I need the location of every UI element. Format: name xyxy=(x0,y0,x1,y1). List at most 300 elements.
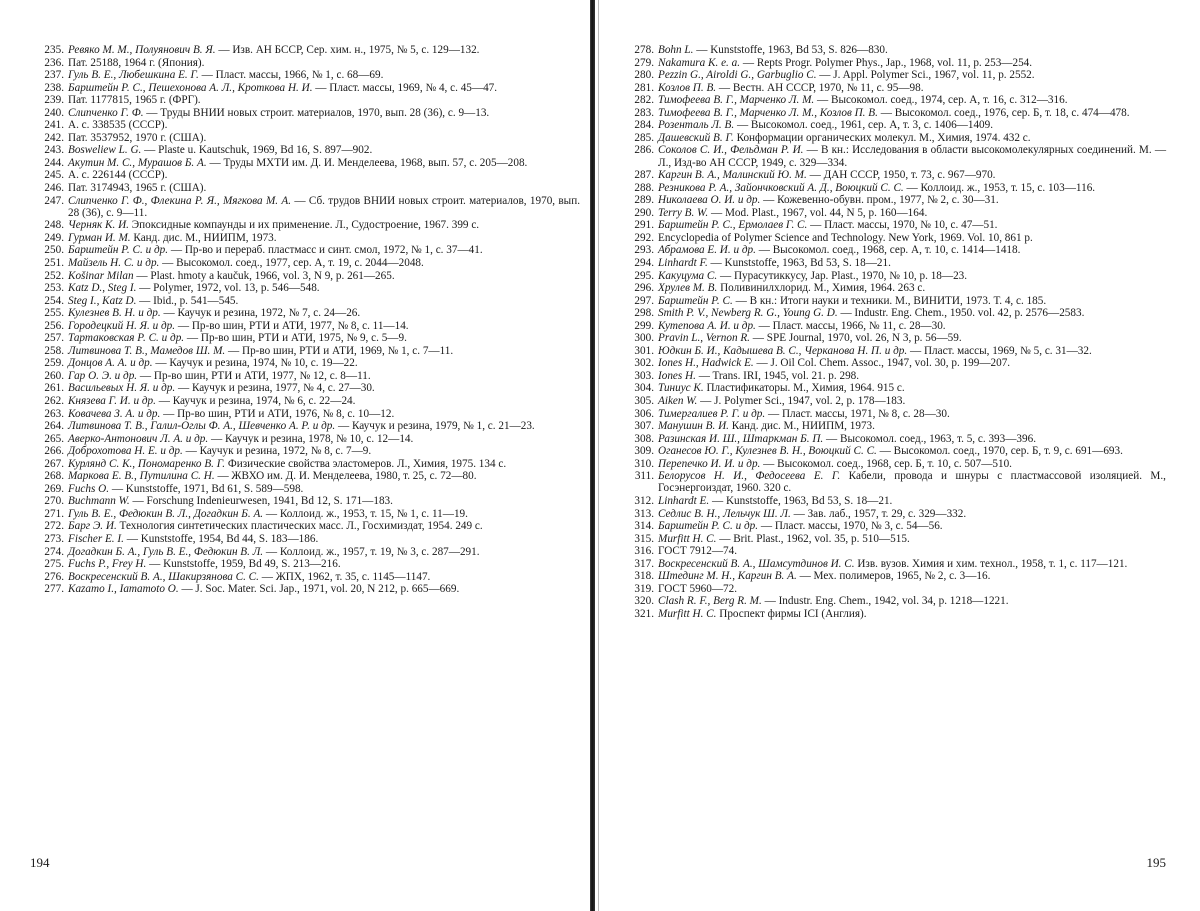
reference-body xyxy=(68,195,580,219)
page-number-left: 194 xyxy=(30,855,50,870)
reference-citation: — Труды ВНИИ новых строит. материалов, 1970, вып. 28 (36), с. 9—13. xyxy=(143,106,490,119)
reference-number: 259. xyxy=(44,357,64,370)
reference-item xyxy=(30,458,580,470)
reference-authors: Барштейн Р. С., Ермолаев Г. С. xyxy=(658,219,808,232)
reference-item xyxy=(620,144,1166,168)
reference-body xyxy=(658,558,1166,570)
reference-citation: — Trans. IRI, 1945, vol. 21. p. 298. xyxy=(695,369,860,382)
reference-authors: Terry B. W. xyxy=(658,206,709,219)
reference-item xyxy=(620,545,1166,557)
reference-item xyxy=(620,445,1166,457)
reference-citation: — ДАН СССР, 1950, т. 73, с. 967—970. xyxy=(806,169,996,182)
reference-number: 304. xyxy=(634,382,654,395)
reference-citation: — Plast. hmoty a kaučuk, 1966, vol. 3, N 9, p. 261—265. xyxy=(133,269,395,282)
reference-citation: Эпоксидные компаунды и их применение. Л., Судостроение, 1967. 399 с. xyxy=(128,219,480,232)
reference-body xyxy=(68,44,580,56)
reference-number: 267. xyxy=(44,457,64,470)
reference-citation: — J. Appl. Polymer Sci., 1967, vol. 11, p. 2552. xyxy=(816,69,1035,82)
reference-authors: Тартаковская Р. С. и др. xyxy=(68,332,185,345)
reference-authors: Тиниус К. xyxy=(658,382,704,395)
reference-citation: — Каучук и резина, 1979, № 1, с. 21—23. xyxy=(335,420,535,433)
right-page xyxy=(606,0,1200,911)
reference-body xyxy=(68,458,580,470)
reference-authors: Седлис В. Н., Лельчук Ш. Л. xyxy=(658,507,791,520)
reference-number: 293. xyxy=(634,244,654,257)
reference-body xyxy=(658,219,1166,231)
gutter-edge xyxy=(598,0,599,911)
reference-body xyxy=(658,570,1166,582)
reference-number: 263. xyxy=(44,407,64,420)
reference-item xyxy=(30,470,580,482)
reference-authors: Розенталь Л. В. xyxy=(658,119,735,132)
reference-item xyxy=(620,395,1166,407)
reference-number: 318. xyxy=(634,570,654,583)
reference-number: 249. xyxy=(44,231,64,244)
reference-body xyxy=(658,94,1166,106)
reference-body xyxy=(658,458,1166,470)
reference-citation: — Коллоид. ж., 1953, т. 15, с. 103—116. xyxy=(903,181,1096,194)
reference-body xyxy=(658,595,1166,607)
reference-authors: Murfitt H. C. xyxy=(658,607,717,620)
reference-item xyxy=(620,94,1166,106)
reference-body xyxy=(658,69,1166,81)
reference-number: 312. xyxy=(634,495,654,507)
reference-citation: — Каучук и резина, 1974, № 10, с. 19—22. xyxy=(152,357,358,370)
reference-item xyxy=(620,408,1166,420)
reference-item xyxy=(620,345,1166,357)
reference-authors: Fuchs P., Frey H. xyxy=(68,558,147,571)
reference-body xyxy=(658,508,1166,520)
reference-body xyxy=(658,182,1166,194)
reference-authors: Гуль В. Е., Любешкина Е. Г. xyxy=(68,69,199,82)
reference-number: 275. xyxy=(44,558,64,571)
reference-body xyxy=(658,132,1166,144)
reference-number: 256. xyxy=(44,319,64,332)
reference-authors: Резникова Р. А., Зайончковский А. Д., Воюцкий С. С. xyxy=(658,181,904,194)
reference-body xyxy=(658,470,1166,494)
reference-number: 272. xyxy=(44,520,64,533)
reference-authors: Николаева О. И. и др. xyxy=(658,194,761,207)
reference-authors: Pravin L., Vernon R. xyxy=(658,332,750,345)
reference-item xyxy=(620,119,1166,131)
reference-citation: Encyclopedia of Polymer Science and Technology. New York, 1969. Vol. 10, 861 p. xyxy=(658,231,1033,244)
reference-item xyxy=(30,382,580,394)
reference-citation: — Mod. Plast., 1967, vol. 44, N 5, p. 160—164. xyxy=(708,206,928,219)
reference-citation: — Труды МХТИ им. Д. И. Менделеева, 1968, вып. 57, с. 205—208. xyxy=(206,156,528,169)
reference-number: 236. xyxy=(44,56,64,69)
reference-citation: Технология синтетических пластических масс. Л., Госхимиздат, 1954. 249 с. xyxy=(116,520,483,533)
reference-item xyxy=(30,495,580,507)
reference-citation: — Пласт. массы, 1970, № 10, с. 47—51. xyxy=(807,219,998,232)
reference-authors: Кулезнев В. Н. и др. xyxy=(68,307,161,320)
reference-authors: Ревяко М. М., Полуянович В. Я. xyxy=(68,44,216,56)
reference-citation: — SPE Journal, 1970, vol. 26, N 3, p. 56—59. xyxy=(749,332,962,345)
reference-body xyxy=(658,44,1166,56)
reference-body xyxy=(68,132,580,144)
reference-authors: Кутепова А. И. и др. xyxy=(658,319,756,332)
reference-item xyxy=(620,219,1166,231)
reference-citation: Пат. 25188, 1964 г. (Япония). xyxy=(68,56,205,69)
reference-body xyxy=(658,82,1166,94)
reference-body xyxy=(68,57,580,69)
reference-item xyxy=(620,232,1166,244)
reference-number: 314. xyxy=(634,520,654,533)
reference-body xyxy=(658,332,1166,344)
reference-citation: — Пр-во шин, РТИ и АТИ, 1977, № 8, с. 11—14. xyxy=(175,319,409,332)
reference-authors: Гурман И. М. xyxy=(68,231,131,244)
reference-citation: А. с. 226144 (СССР). xyxy=(68,169,168,182)
reference-body xyxy=(658,433,1166,445)
reference-authors: Iones H., Hadwick E. xyxy=(658,357,754,370)
reference-number: 270. xyxy=(44,495,64,508)
reference-citation: Конформации органических молекул. М., Химия, 1974. 432 с. xyxy=(733,131,1031,144)
reference-authors: Литвинова Т. В., Галил-Оглы Ф. А., Шевченко А. Р. и др. xyxy=(68,420,336,433)
reference-item xyxy=(30,433,580,445)
reference-item xyxy=(30,332,580,344)
reference-number: 274. xyxy=(44,545,64,558)
reference-body xyxy=(68,257,580,269)
reference-body xyxy=(68,483,580,495)
reference-number: 310. xyxy=(634,457,654,470)
reference-citation: — Высокомол. соед., 1976, сер. Б, т. 18, с. 474—478. xyxy=(877,106,1130,119)
reference-number: 258. xyxy=(44,344,64,357)
reference-item xyxy=(620,495,1166,507)
reference-authors: Clash R. F., Berg R. M. xyxy=(658,595,762,608)
reference-body xyxy=(658,307,1166,319)
reference-citation: — Kunststoffe, 1963, Bd 53, S. 18—21. xyxy=(707,256,891,269)
reference-authors: Fuchs O. xyxy=(68,482,110,495)
reference-item xyxy=(620,420,1166,432)
reference-body xyxy=(658,395,1166,407)
reference-citation: — Kunststoffe, 1954, Bd 44, S. 183—186. xyxy=(123,532,319,545)
reference-body xyxy=(658,533,1166,545)
reference-authors: Оганесов Ю. Г., Кулезнев В. Н., Воюцкий С. С. xyxy=(658,445,877,458)
reference-citation: Пат. 1177815, 1965 г. (ФРГ). xyxy=(68,94,201,107)
reference-item xyxy=(620,295,1166,307)
reference-body xyxy=(68,395,580,407)
reference-citation: — Polymer, 1972, vol. 13, p. 546—548. xyxy=(136,282,320,295)
reference-body xyxy=(68,357,580,369)
reference-number: 287. xyxy=(634,169,654,182)
reference-item xyxy=(620,583,1166,595)
reference-number: 295. xyxy=(634,269,654,282)
reference-item xyxy=(620,107,1166,119)
reference-citation: — В кн.: Итоги науки и техники. М., ВИНИТИ, 1973. Т. 4, с. 185. xyxy=(732,294,1047,307)
reference-item xyxy=(620,169,1166,181)
reference-authors: Murfitt H. C. xyxy=(658,532,717,545)
reference-citation: — Пласт. массы, 1966, № 1, с. 68—69. xyxy=(198,69,384,82)
reference-citation: — Пр-во шин, РТИ и АТИ, 1976, № 8, с. 10—12. xyxy=(160,407,395,420)
reference-citation: — Высокомол. соед., 1977, сер. А, т. 19, с. 2044—2048. xyxy=(159,256,424,269)
reference-item xyxy=(620,520,1166,532)
reference-number: 243. xyxy=(44,144,64,157)
reference-item xyxy=(620,132,1166,144)
reference-citation: Физические свойства эластомеров. Л., Химия, 1975. 134 с. xyxy=(225,457,507,470)
reference-body xyxy=(658,119,1166,131)
reference-number: 261. xyxy=(44,382,64,395)
reference-citation: — Кожевенно-обувн. пром., 1977, № 2, с. 30—31. xyxy=(760,194,999,207)
reference-citation: А. с. 338535 (СССР). xyxy=(68,119,168,132)
reference-authors: Какуцума С. xyxy=(658,269,718,282)
reference-number: 284. xyxy=(634,119,654,132)
reference-item xyxy=(620,608,1166,620)
reference-number: 235. xyxy=(44,44,64,56)
reference-body xyxy=(68,270,580,282)
reference-item xyxy=(30,94,580,106)
reference-citation: — Высокомол. соед., 1968, сер. Б, т. 10, с. 507—510. xyxy=(760,457,1012,470)
reference-body xyxy=(68,320,580,332)
reference-authors: Разинская И. Ш., Штаркман Б. П. xyxy=(658,432,824,445)
reference-body xyxy=(68,219,580,231)
reference-item xyxy=(30,583,580,595)
reference-number: 302. xyxy=(634,357,654,370)
reference-number: 240. xyxy=(44,106,64,119)
reference-citation: Проспект фирмы ICI (Англия). xyxy=(716,607,867,620)
reference-authors: Bosweliew L. G. xyxy=(68,144,142,157)
reference-number: 317. xyxy=(634,557,654,570)
reference-number: 283. xyxy=(634,106,654,119)
reference-authors: Штединг М. Н., Каргин В. А. xyxy=(658,570,797,583)
reference-item xyxy=(30,295,580,307)
reference-citation: ГОСТ 7912—74. xyxy=(658,545,738,558)
reference-item xyxy=(620,82,1166,94)
reference-item xyxy=(30,395,580,407)
reference-item xyxy=(30,119,580,131)
reference-citation: — Ibid., p. 541—545. xyxy=(136,294,239,307)
reference-item xyxy=(30,370,580,382)
reference-number: 290. xyxy=(634,206,654,219)
reference-authors: Донцов А. А. и др. xyxy=(68,357,153,370)
reference-body xyxy=(658,232,1166,244)
reference-authors: Белорусов Н. И., Федосеева Е. Г. xyxy=(658,470,841,483)
reference-body xyxy=(68,495,580,507)
reference-number: 300. xyxy=(634,332,654,345)
reference-citation: — Каучук и резина, 1974, № 6, с. 22—24. xyxy=(155,394,356,407)
left-page xyxy=(0,0,588,911)
reference-authors: Aiken W. xyxy=(658,394,698,407)
reference-authors: Тимофеева В. Г., Марченко Л. М. xyxy=(658,94,815,107)
reference-authors: Дашевский В. Г. xyxy=(658,131,734,144)
reference-number: 281. xyxy=(634,81,654,94)
reference-citation: — ЖВХО им. Д. И. Менделеева, 1980, т. 25, с. 72—80. xyxy=(214,470,477,483)
reference-number: 297. xyxy=(634,294,654,307)
reference-citation: Кабели, провода и шнуры с пластмассовой изоляцией. М., Госэнергоиздат, 1960. 320 с. xyxy=(658,470,1166,495)
reference-authors: Барг Э. И. xyxy=(68,520,117,533)
reference-number: 294. xyxy=(634,256,654,269)
reference-citation: — Коллоид. ж., 1957, т. 19, № 3, с. 287—291. xyxy=(263,545,480,558)
reference-authors: Nakamura K. e. a. xyxy=(658,56,741,69)
reference-number: 313. xyxy=(634,507,654,520)
reference-citation: — Каучук и резина, 1978, № 10, с. 12—14. xyxy=(208,432,414,445)
reference-authors: Buchmann W. xyxy=(68,495,130,508)
reference-number: 315. xyxy=(634,532,654,545)
reference-citation: — Высокомол. соед., 1963, т. 5, с. 393—396. xyxy=(823,432,1036,445)
reference-citation: — Вестн. АН СССР, 1970, № 11, с. 95—98. xyxy=(716,81,924,94)
reference-item xyxy=(30,307,580,319)
reference-citation: Пат. 3174943, 1965 г. (США). xyxy=(68,182,207,195)
reference-body xyxy=(68,157,580,169)
reference-number: 309. xyxy=(634,445,654,458)
reference-body xyxy=(68,470,580,482)
reference-citation: Пат. 3537952, 1970 г. (США). xyxy=(68,131,207,144)
reference-item xyxy=(30,144,580,156)
reference-number: 246. xyxy=(44,182,64,195)
reference-item xyxy=(620,69,1166,81)
reference-number: 247. xyxy=(44,194,64,207)
reference-citation: — J. Polymer Sci., 1947, vol. 2, p. 178—183. xyxy=(697,394,906,407)
reference-authors: Гуль В. Е., Федюкин В. Л., Догадкин Б. А. xyxy=(68,507,264,520)
reference-body xyxy=(658,583,1166,595)
reference-citation: — Kunststoffe, 1963, Bd 53, S. 826—830. xyxy=(693,44,888,56)
reference-citation: — В кн.: Исследования в области высокомолекулярных соединений. М. — Л., Изд-во АН СССР, 1949, с. 329—334. xyxy=(658,144,1167,169)
reference-number: 273. xyxy=(44,532,64,545)
reference-item xyxy=(620,182,1166,194)
reference-item xyxy=(620,595,1166,607)
reference-authors: Барштейн Р. С., Пешехонова А. Л., Кроткова Н. И. xyxy=(68,81,313,94)
reference-authors: Iones H. xyxy=(658,369,696,382)
reference-number: 307. xyxy=(634,420,654,433)
reference-authors: Тимергалиев Р. Г. и др. xyxy=(658,407,766,420)
reference-item xyxy=(620,44,1166,56)
reference-item xyxy=(620,370,1166,382)
reference-item xyxy=(30,357,580,369)
reference-authors: Майзель Н. С. и др. xyxy=(68,256,160,269)
reference-citation: — Коллоид. ж., 1953, т. 15, № 1, с. 11—19. xyxy=(263,507,468,520)
reference-citation: — Repts Progr. Polymer Phys., Jap., 1968, vol. 11, p. 253—254. xyxy=(740,56,1033,69)
reference-body xyxy=(68,119,580,131)
reference-item xyxy=(620,307,1166,319)
reference-authors: Барштейн Р. С. xyxy=(658,294,733,307)
reference-body xyxy=(658,345,1166,357)
reference-number: 288. xyxy=(634,181,654,194)
reference-citation: — Brit. Plast., 1962, vol. 35, p. 510—515. xyxy=(716,532,910,545)
reference-body xyxy=(68,307,580,319)
reference-body xyxy=(658,370,1166,382)
reference-body xyxy=(658,144,1166,168)
reference-citation: — Пласт. массы, 1969, № 4, с. 45—47. xyxy=(312,81,498,94)
reference-body xyxy=(68,433,580,445)
reference-number: 266. xyxy=(44,445,64,458)
reference-authors: Маркова Е. В., Путилина С. Н. xyxy=(68,470,215,483)
reference-authors: Fischer E. I. xyxy=(68,532,124,545)
reference-citation: — Сб. трудов ВНИИ новых строит. материалов, 1970, вып. 28 (36), с. 9—11. xyxy=(68,194,580,219)
reference-item xyxy=(30,182,580,194)
reference-list-right xyxy=(620,44,1166,620)
reference-item xyxy=(30,445,580,457)
reference-number: 292. xyxy=(634,231,654,244)
reference-citation: — Пр-во и перераб. пластмасс и синт. смол, 1972, № 1, с. 37—41. xyxy=(168,244,483,257)
reference-body xyxy=(68,546,580,558)
reference-number: 306. xyxy=(634,407,654,420)
reference-item xyxy=(620,558,1166,570)
reference-number: 252. xyxy=(44,269,64,282)
reference-number: 254. xyxy=(44,294,64,307)
reference-item xyxy=(30,408,580,420)
reference-body xyxy=(658,207,1166,219)
reference-body xyxy=(68,571,580,583)
reference-number: 316. xyxy=(634,545,654,558)
reference-citation: — Пр-во шин, РТИ и АТИ, 1977, № 12, с. 8—11. xyxy=(137,369,371,382)
reference-authors: Васильевых Н. Я. и др. xyxy=(68,382,176,395)
reference-number: 277. xyxy=(44,583,64,596)
reference-authors: Барштейн Р. С. и др. xyxy=(68,244,169,257)
reference-number: 305. xyxy=(634,394,654,407)
reference-number: 271. xyxy=(44,507,64,520)
reference-body xyxy=(658,169,1166,181)
reference-citation: — Пласт. массы, 1966, № 11, с. 28—30. xyxy=(755,319,946,332)
reference-item xyxy=(620,570,1166,582)
reference-body xyxy=(68,244,580,256)
reference-body xyxy=(68,232,580,244)
reference-authors: Гар О. Э. и др. xyxy=(68,369,138,382)
reference-number: 248. xyxy=(44,219,64,232)
reference-item xyxy=(30,558,580,570)
reference-number: 286. xyxy=(634,144,654,157)
reference-body xyxy=(658,244,1166,256)
reference-item xyxy=(620,332,1166,344)
reference-body xyxy=(68,583,580,595)
reference-number: 255. xyxy=(44,307,64,320)
reference-authors: Хрулев М. В. xyxy=(658,282,718,295)
reference-citation: — Пурасутиккусу, Jap. Plast., 1970, № 10, р. 18—23. xyxy=(717,269,968,282)
reference-citation: — J. Soc. Mater. Sci. Jap., 1971, vol. 20, N 212, p. 665—669. xyxy=(178,583,460,596)
reference-citation: Канд. дис. М., НИИПМ, 1973. xyxy=(130,231,277,244)
reference-item xyxy=(30,345,580,357)
reference-citation: — Каучук и резина, 1972, № 8, с. 7—9. xyxy=(182,445,372,458)
reference-number: 245. xyxy=(44,169,64,182)
reference-body xyxy=(68,94,580,106)
reference-citation: — Plaste u. Kautschuk, 1969, Bd 16, S. 897—902. xyxy=(141,144,373,157)
reference-number: 269. xyxy=(44,482,64,495)
reference-number: 291. xyxy=(634,219,654,232)
reference-list-left xyxy=(30,44,580,595)
reference-number: 321. xyxy=(634,607,654,620)
reference-number: 282. xyxy=(634,94,654,107)
reference-number: 237. xyxy=(44,69,64,82)
reference-body xyxy=(658,382,1166,394)
reference-number: 299. xyxy=(634,319,654,332)
reference-number: 241. xyxy=(44,119,64,132)
reference-item xyxy=(620,433,1166,445)
reference-citation: — Каучук и резина, 1977, № 4, с. 27—30. xyxy=(175,382,375,395)
reference-citation: — Industr. Eng. Chem., 1950. vol. 42, p. 2576—2583. xyxy=(837,307,1085,320)
reference-item xyxy=(30,520,580,532)
reference-authors: Аверко-Антонович Л. А. и др. xyxy=(68,432,209,445)
reference-authors: Katz D., Steg I. xyxy=(68,282,137,295)
reference-citation: — Пласт. массы, 1969, № 5, с. 31—32. xyxy=(907,344,1092,357)
reference-number: 303. xyxy=(634,369,654,382)
reference-body xyxy=(658,357,1166,369)
reference-citation: — Изв. АН БССР, Сер. хим. н., 1975, № 5, с. 129—132. xyxy=(215,44,480,56)
reference-item xyxy=(620,257,1166,269)
reference-number: 311. xyxy=(634,470,654,483)
reference-body xyxy=(658,295,1166,307)
reference-authors: Воскресенский В. А., Шакирзянова С. С. xyxy=(68,570,259,583)
reference-citation: — Forschung Indenieurwesen, 1941, Bd 12, S. 171—183. xyxy=(129,495,393,508)
reference-item xyxy=(30,107,580,119)
reference-citation: — Зав. лаб., 1957, т. 29, с. 329—332. xyxy=(790,507,967,520)
reference-item xyxy=(620,194,1166,206)
reference-authors: Литвинова Т. В., Мамедов Ш. М. xyxy=(68,344,226,357)
reference-item xyxy=(30,44,580,56)
reference-authors: Steg I., Katz D. xyxy=(68,294,137,307)
reference-body xyxy=(68,420,580,432)
reference-body xyxy=(68,558,580,570)
reference-citation: — Industr. Eng. Chem., 1942, vol. 34, p. 1218—1221. xyxy=(761,595,1009,608)
reference-number: 320. xyxy=(634,595,654,608)
reference-number: 319. xyxy=(634,582,654,595)
reference-citation: — Kunststoffe, 1971, Bd 61, S. 589—598. xyxy=(109,482,304,495)
